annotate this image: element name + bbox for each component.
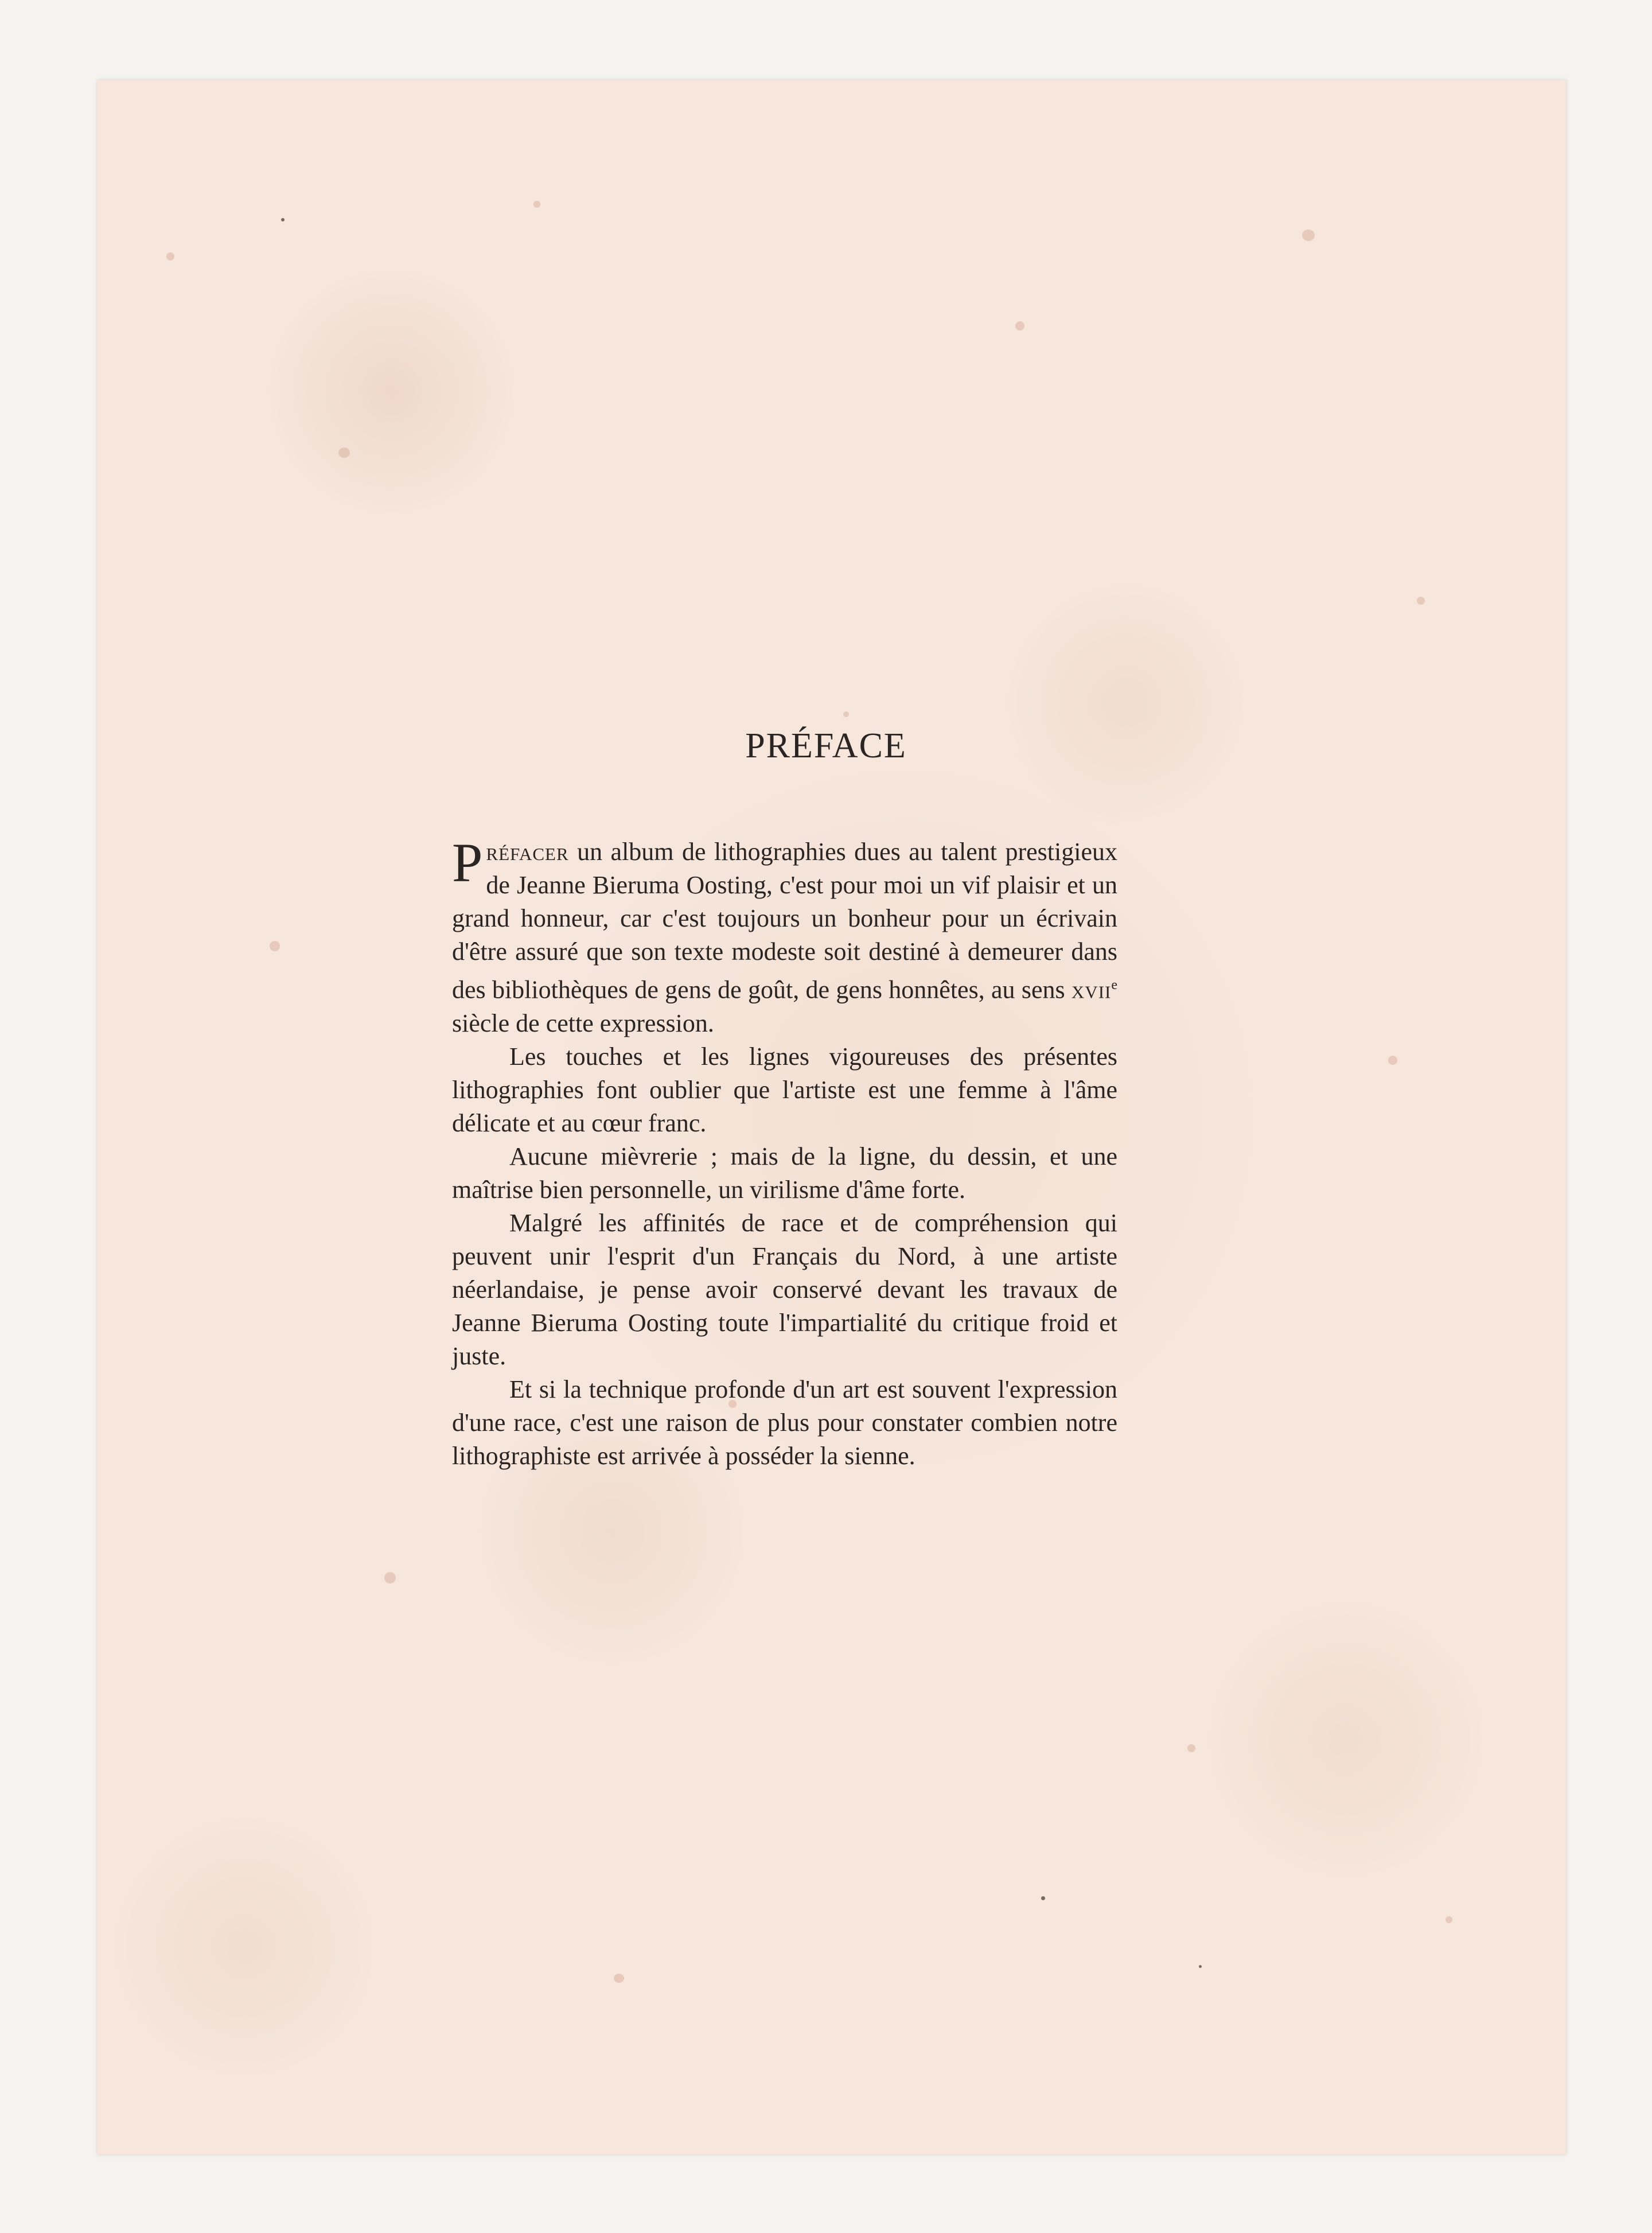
foxing-spot [1417, 597, 1425, 605]
foxing-spot [1388, 1056, 1397, 1065]
foxing-spot [384, 1572, 396, 1584]
preface-text [452, 832, 1117, 1473]
ink-speck [1041, 1896, 1045, 1900]
foxing-spot [338, 448, 350, 458]
ink-speck [1199, 1965, 1202, 1968]
paragraph: Malgré les affinités de race et de compréhension qui peuvent unir l'esprit d'un Français du Nord, à une artiste néerlandaise, je pense avoir conservé devant les travaux de Jeanne Bieruma Oosting toute l'impartialité du critique froid et juste. [452, 1208, 1117, 1370]
foxing-spot [166, 252, 174, 260]
foxing-spot [843, 711, 849, 717]
drop-cap: P [452, 832, 483, 893]
paragraph: Aucune mièvrerie ; mais de la ligne, du dessin, et une maîtrise bien personnelle, un virilisme d'âme forte. [452, 1142, 1117, 1204]
foxing-spot [1446, 1916, 1452, 1923]
century-numeral: xvii [1071, 975, 1112, 1004]
small-caps-lead: réfacer [486, 838, 569, 866]
foxing-spot [533, 201, 540, 208]
foxing-spot [1302, 229, 1315, 241]
paragraph-text: un album de lithographies dues au talent prestigieux de Jeanne Bieruma Oosting, c'est pour moi un vif plaisir et un grand honneur, car c'est toujours un bonheur pour un écrivain d'être assuré que son texte modeste soit destiné à demeurer dans des bibliothèques de gens de goût, de gens honnêtes, au sens [452, 838, 1117, 1004]
paragraph: Et si la technique profonde d'un art est souvent l'expression d'une race, c'est une raison de plus pour constater combien notre lithographiste est arrivée à posséder la sienne. [452, 1375, 1117, 1470]
ink-speck [281, 218, 285, 221]
paragraph-text-end: siècle de cette expression. [452, 1009, 714, 1037]
paragraph: Les touches et les lignes vigoureuses des présentes lithographies font oublier que l'artiste est une femme à l'âme délicate et au cœur franc. [452, 1042, 1117, 1137]
foxing-spot [1187, 1744, 1195, 1752]
century-superscript: e [1111, 978, 1117, 993]
foxing-spot [1015, 321, 1024, 330]
paragraph [452, 832, 1117, 1040]
foxing-spot [270, 941, 280, 951]
foxing-spot [614, 1974, 624, 1983]
page-title: PRÉFACE [745, 726, 907, 765]
